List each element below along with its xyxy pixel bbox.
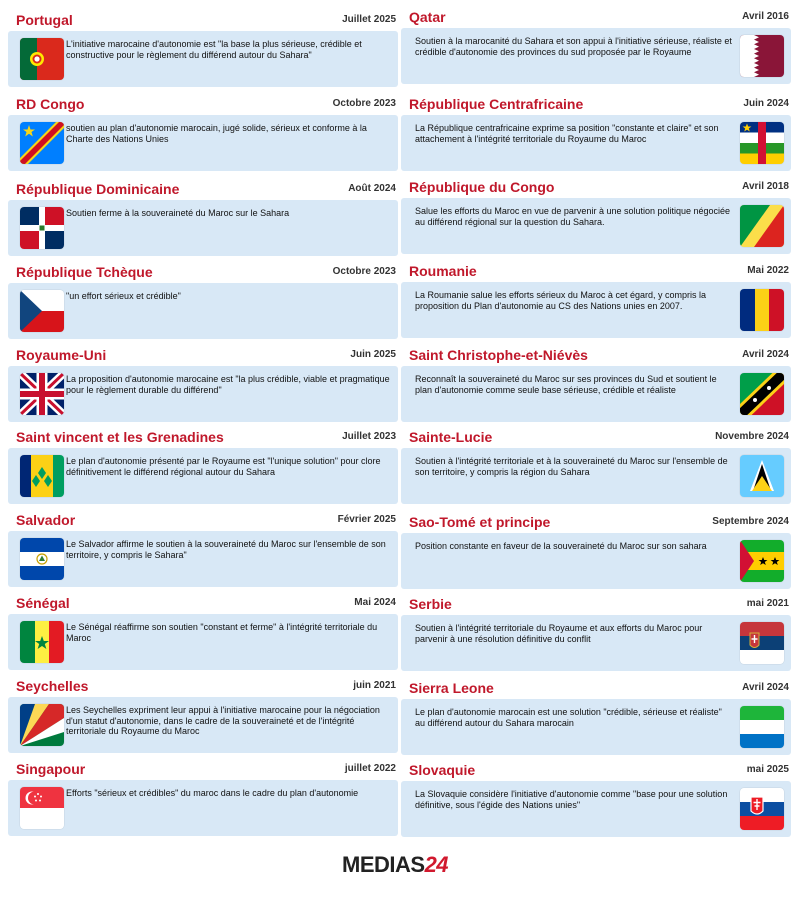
- entry-text: "un effort sérieux et crédible": [66, 291, 181, 301]
- sao-tome-flag-icon: [740, 540, 784, 582]
- country-name: Roumanie: [409, 263, 477, 279]
- entry-date: Août 2024: [348, 183, 396, 194]
- country-name: Sainte-Lucie: [409, 429, 493, 445]
- entry-text: Le plan d'autonomie présenté par le Royaume est "l'unique solution" pour clore définitivement le différend régional autour du Sahara: [66, 456, 381, 477]
- entry-slovaquie: [401, 758, 793, 840]
- country-name: Portugal: [16, 12, 73, 28]
- entry-date: Juillet 2023: [342, 431, 396, 442]
- country-name: République Dominicaine: [16, 181, 180, 197]
- country-name: Sénégal: [16, 595, 70, 611]
- central-african-republic-flag-icon: [740, 122, 784, 164]
- entry-text: Soutien à l'intégrité territoriale et à la souveraineté du Maroc sur l'ensemble de son territoire, y compris la région du Sahara: [415, 456, 728, 477]
- saint-vincent-flag-icon: [20, 455, 64, 497]
- country-name: RD Congo: [16, 96, 85, 112]
- entry-date: Avril 2024: [742, 682, 789, 693]
- entry-portugal: [8, 8, 400, 90]
- singapore-flag-icon: [20, 787, 64, 829]
- entry-date: Octobre 2023: [332, 266, 396, 277]
- country-name: Slovaquie: [409, 762, 476, 778]
- entry-date: Septembre 2024: [712, 516, 789, 527]
- entry-text: Les Seychelles expriment leur appui à l'initiative marocaine pour la négociation d'un statut d'autonomie, dans le cadre de la souveraineté et de l'intégrité territoriale du Royaume du Maroc: [66, 705, 380, 736]
- country-name: République du Congo: [409, 179, 555, 195]
- entry-text: La République centrafricaine exprime sa position "constante et claire" et son attachement à l'intégrité territoriale du Royaume du Maroc: [415, 123, 719, 144]
- seychelles-flag-icon: [20, 704, 64, 746]
- qatar-flag-icon: [740, 35, 784, 77]
- entry-text: Soutien à l'intégrité territoriale du Royaume et aux efforts du Maroc pour parvenir à une résolution définitive du conflit: [415, 623, 703, 644]
- entry-text: Soutien ferme à la souveraineté du Maroc sur le Sahara: [66, 208, 290, 218]
- country-name: Royaume-Uni: [16, 347, 107, 363]
- medias24-logo: [342, 852, 448, 878]
- entry-date: mai 2021: [746, 598, 789, 609]
- serbia-flag-icon: [740, 622, 784, 664]
- entry-date: Février 2025: [337, 514, 396, 525]
- entry-date: mai 2025: [746, 764, 789, 775]
- sierra-leone-flag-icon: [740, 706, 784, 748]
- entry-republique-dominicaine: [8, 177, 400, 259]
- country-name: Qatar: [409, 9, 446, 25]
- senegal-flag-icon: [20, 621, 64, 663]
- entry-text: Efforts "sérieux et crédibles" du maroc dans le cadre du plan d'autonomie: [66, 788, 359, 798]
- entry-date: Juin 2024: [743, 98, 789, 109]
- entry-date: Juillet 2025: [342, 14, 396, 25]
- entry-text: Le Sénégal réaffirme son soutien "constant et ferme" à l'intégrité territoriale du Maroc: [66, 622, 378, 643]
- entry-date: Juin 2025: [350, 349, 396, 360]
- entry-saint-vincent: [8, 425, 400, 507]
- entry-text: Salue les efforts du Maroc en vue de parvenir à une solution politique négociée au différend régional sur la question du Sahara.: [415, 206, 731, 227]
- entry-qatar: [401, 5, 793, 87]
- country-name: Serbie: [409, 596, 452, 612]
- entry-text: Le Salvador affirme le soutien à la souveraineté du Maroc sur l'ensemble de son territoire, y compris le Sahara": [66, 539, 386, 560]
- logo-number: 24: [424, 852, 449, 877]
- united-kingdom-flag-icon: [20, 373, 64, 415]
- entry-royaume-uni: [8, 343, 400, 425]
- country-name: Salvador: [16, 512, 76, 528]
- entry-seychelles: [8, 674, 400, 756]
- entry-date: Novembre 2024: [715, 431, 789, 442]
- entry-text: Le plan d'autonomie marocain est une solution "crédible, sérieuse et réaliste" au différend autour du Sahara marocain: [415, 707, 722, 728]
- entry-republique-du-congo: [401, 175, 793, 257]
- entry-sainte-lucie: [401, 425, 793, 507]
- entry-text: Reconnaît la souveraineté du Maroc sur ses provinces du Sud et soutient le plan d'autonomie comme seule base sérieuse, crédible et réaliste: [415, 374, 717, 395]
- entry-senegal: [8, 591, 400, 673]
- entry-date: Avril 2018: [742, 181, 789, 192]
- entry-sao-tome: [401, 510, 793, 592]
- entry-text: soutien au plan d'autonomie marocain, jugé solide, sérieux et conforme à la Charte des Nations Unies: [66, 123, 367, 144]
- saint-kitts-flag-icon: [740, 373, 784, 415]
- entry-serbie: [401, 592, 793, 674]
- czech-republic-flag-icon: [20, 290, 64, 332]
- country-name: Saint vincent et les Grenadines: [16, 429, 224, 445]
- entry-text: L'initiative marocaine d'autonomie est "la base la plus sérieuse, crédible et constructive pour le règlement du différend autour du Sahara": [66, 39, 362, 60]
- entry-date: Mai 2022: [747, 265, 789, 276]
- entry-sierra-leone: [401, 676, 793, 758]
- entry-salvador: [8, 508, 400, 590]
- country-name: République Tchèque: [16, 264, 153, 280]
- country-name: Seychelles: [16, 678, 89, 694]
- congo-flag-icon: [740, 205, 784, 247]
- entry-rd-congo: [8, 92, 400, 174]
- entry-date: juin 2021: [353, 680, 396, 691]
- dominican-republic-flag-icon: [20, 207, 64, 249]
- el-salvador-flag-icon: [20, 538, 64, 580]
- country-name: Saint Christophe-et-Niévès: [409, 347, 588, 363]
- entry-singapour: [8, 757, 400, 839]
- romania-flag-icon: [740, 289, 784, 331]
- entry-date: Mai 2024: [354, 597, 396, 608]
- country-name: République Centrafricaine: [409, 96, 584, 112]
- entry-date: Octobre 2023: [332, 98, 396, 109]
- entry-text: La Roumanie salue les efforts sérieux du Maroc à cet égard, y compris la proposition du Plan d'autonomie au CS des Nations unies en 2007.: [415, 290, 706, 311]
- entry-republique-tcheque: [8, 260, 400, 342]
- logo-brand: MEDIAS: [342, 852, 425, 877]
- entry-text: La Slovaquie considère l'initiative d'autonomie comme "base pour une solution définitive, sous l'égide des Nations unies": [415, 789, 728, 810]
- entry-date: Avril 2024: [742, 349, 789, 360]
- entry-text: La proposition d'autonomie marocaine est "la plus crédible, viable et pragmatique pour le règlement durable du différend": [66, 374, 390, 395]
- saint-lucia-flag-icon: [740, 455, 784, 497]
- portugal-flag-icon: [20, 38, 64, 80]
- country-name: Singapour: [16, 761, 86, 777]
- country-name: Sierra Leone: [409, 680, 494, 696]
- dr-congo-flag-icon: [20, 122, 64, 164]
- entry-roumanie: [401, 259, 793, 341]
- slovakia-flag-icon: [740, 788, 784, 830]
- entry-republique-centrafricaine: [401, 92, 793, 174]
- entry-date: juillet 2022: [344, 763, 396, 774]
- country-name: Sao-Tomé et principe: [409, 514, 551, 530]
- entry-saint-christophe: [401, 343, 793, 425]
- entry-text: Soutien à la marocanité du Sahara et son appui à l'initiative sérieuse, réaliste et crédible d'autonomie des provinces du sud proposée par le Royaume: [415, 36, 732, 57]
- entry-date: Avril 2016: [742, 11, 789, 22]
- entry-text: Position constante en faveur de la souveraineté du Maroc sur son sahara: [415, 541, 707, 551]
